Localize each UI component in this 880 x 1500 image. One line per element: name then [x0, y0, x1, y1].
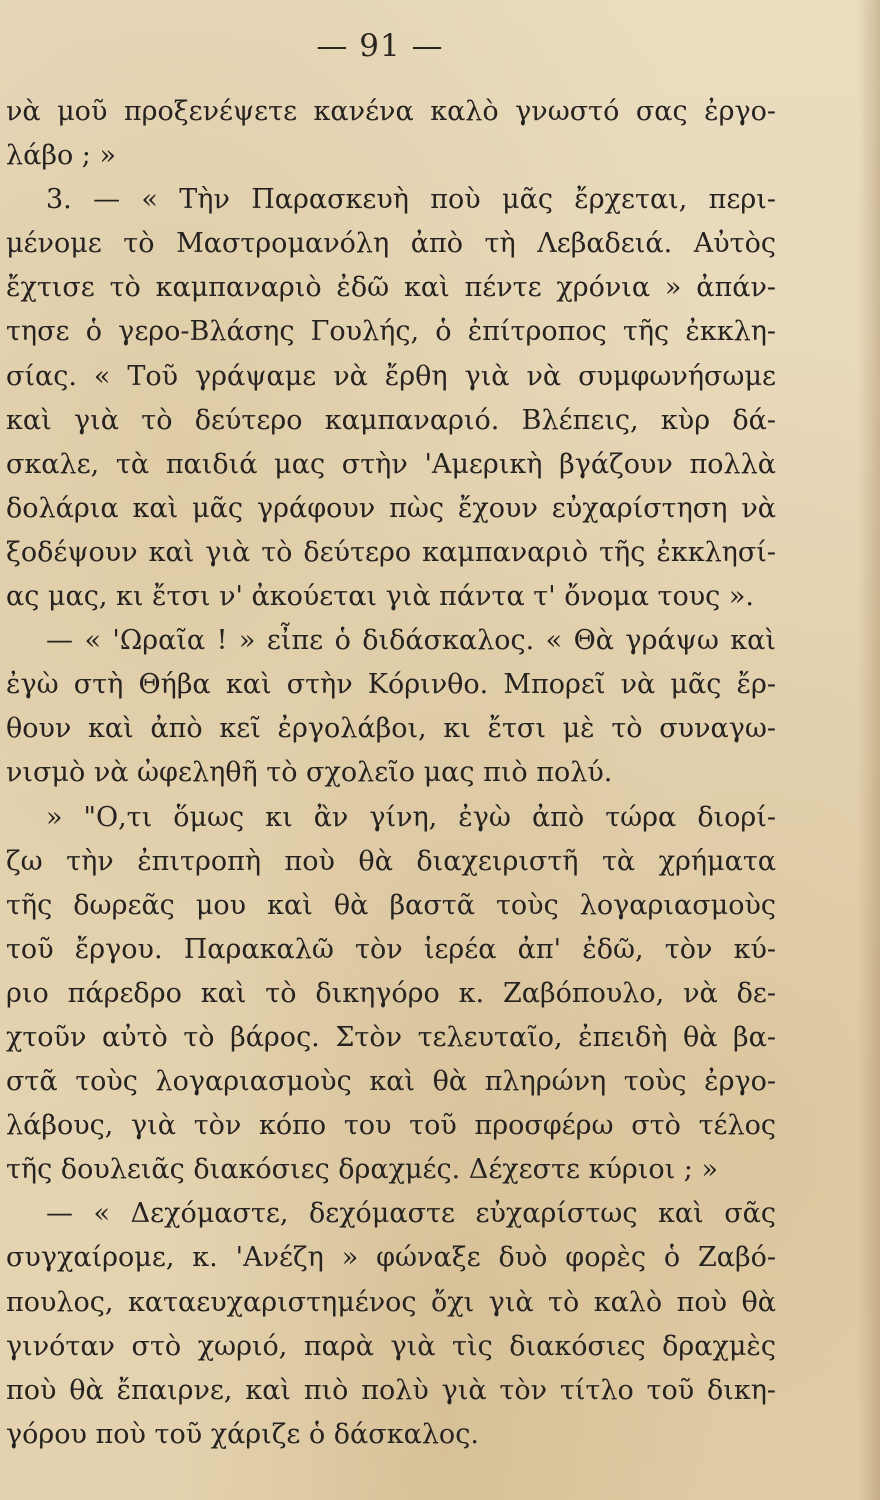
text-line: τοῦ ἔργου. Παρακαλῶ τὸν ἱερέα ἀπ' ἐδῶ, τὸν κύ-	[6, 933, 776, 965]
text-line: 3. — « Τὴν Παρασκευὴ ποὺ μᾶς ἔρχεται, περι-	[46, 184, 776, 216]
text-line: σίας. « Τοῦ γράψαμε νὰ ἔρθη γιὰ νὰ συμφωνήσωμε	[6, 360, 776, 392]
text-line: τησε ὁ γερο-Βλάσης Γουλής, ὁ ἐπίτροπος τῆς ἐκκλη-	[6, 316, 776, 348]
text-line: λάβο ; »	[6, 140, 116, 172]
text-line: » "Ο,τι ὅμως κι ἂν γίνη, ἐγὼ ἀπὸ τώρα διορί-	[46, 801, 776, 833]
text-line: θουν καὶ ἀπὸ κεῖ ἐργολάβοι, κι ἔτσι μὲ τὸ συναγω-	[6, 713, 776, 745]
text-line: ποὺ θὰ ἔπαιρνε, καὶ πιὸ πολὺ γιὰ τὸν τίτλο τοῦ δικη-	[6, 1374, 776, 1406]
text-line: πουλος, καταευχαριστημένος ὄχι γιὰ τὸ καλὸ ποὺ θὰ	[6, 1286, 776, 1318]
text-line: λάβους, γιὰ τὸν κόπο του τοῦ προσφέρω στὸ τέλος	[6, 1110, 776, 1142]
text-line: σκαλε, τὰ παιδιά μας στὴν 'Αμερικὴ βγάζουν πολλὰ	[6, 448, 776, 480]
text-line: καὶ γιὰ τὸ δεύτερο καμπαναριό. Βλέπεις, κὺρ δά-	[6, 404, 776, 436]
text-line: ας μας, κι ἔτσι ν' ἀκούεται γιὰ πάντα τ' ὄνομα τους ».	[6, 581, 754, 613]
text-line: γινόταν στὸ χωριό, παρὰ γιὰ τὶς διακόσιες δραχμὲς	[6, 1330, 776, 1362]
text-line: ἐγὼ στὴ Θήβα καὶ στὴν Κόρινθο. Μπορεῖ νὰ μᾶς ἔρ-	[6, 669, 776, 701]
text-line: δολάρια καὶ μᾶς γράφουν πὼς ἔχουν εὐχαρίστηση νὰ	[6, 492, 776, 524]
text-line: χτοῦν αὐτὸ τὸ βάρος. Στὸν τελευταῖο, ἐπειδὴ θὰ βα-	[6, 1021, 776, 1053]
text-line: νισμὸ νὰ ὠφεληθῆ τὸ σχολεῖο μας πιὸ πολύ.	[6, 757, 613, 789]
text-line: νὰ μοῦ προξενέψετε κανένα καλὸ γνωστό σας ἐργο-	[6, 96, 776, 127]
text-line: ζω τὴν ἐπιτροπὴ ποὺ θὰ διαχειριστῆ τὰ χρήματα	[6, 845, 776, 877]
text-line: τῆς δουλειᾶς διακόσιες δραχμές. Δέχεστε κύριοι ; »	[6, 1154, 718, 1186]
text-line: στᾶ τοὺς λογαριασμοὺς καὶ θὰ πληρώνη τοὺς ἐργο-	[6, 1066, 776, 1098]
text-line: ἔχτισε τὸ καμπαναριὸ ἐδῶ καὶ πέντε χρόνια » ἀπάν-	[6, 272, 776, 304]
text-line: μένομε τὸ Μαστρομανόλη ἀπὸ τὴ Λεβαδειά. Αὐτὸς	[6, 228, 776, 260]
text-line: συγχαίρομε, κ. 'Ανέζη » φώναξε δυὸ φορὲς ὁ Ζαβό-	[6, 1242, 776, 1274]
text-line: ξοδέψουν καὶ γιὰ τὸ δεύτερο καμπαναριὸ τῆς ἐκκλησί-	[6, 536, 776, 568]
text-line: — « 'Ωραῖα ! » εἶπε ὁ διδάσκαλος. « Θὰ γράψω καὶ	[46, 625, 776, 657]
text-line: — « Δεχόμαστε, δεχόμαστε εὐχαρίστως καὶ σᾶς	[46, 1198, 776, 1230]
page-number: — 91 —	[316, 28, 444, 64]
text-line: τῆς δωρεᾶς μου καὶ θὰ βαστᾶ τοὺς λογαριασμοὺς	[6, 889, 776, 921]
body-text	[6, 90, 776, 1457]
page-edge-shadow	[858, 0, 880, 1500]
text-line: ριο πάρεδρο καὶ τὸ δικηγόρο κ. Ζαβόπουλο, νὰ δε-	[6, 977, 776, 1009]
text-line: γόρου ποὺ τοῦ χάριζε ὁ δάσκαλος.	[6, 1418, 479, 1450]
